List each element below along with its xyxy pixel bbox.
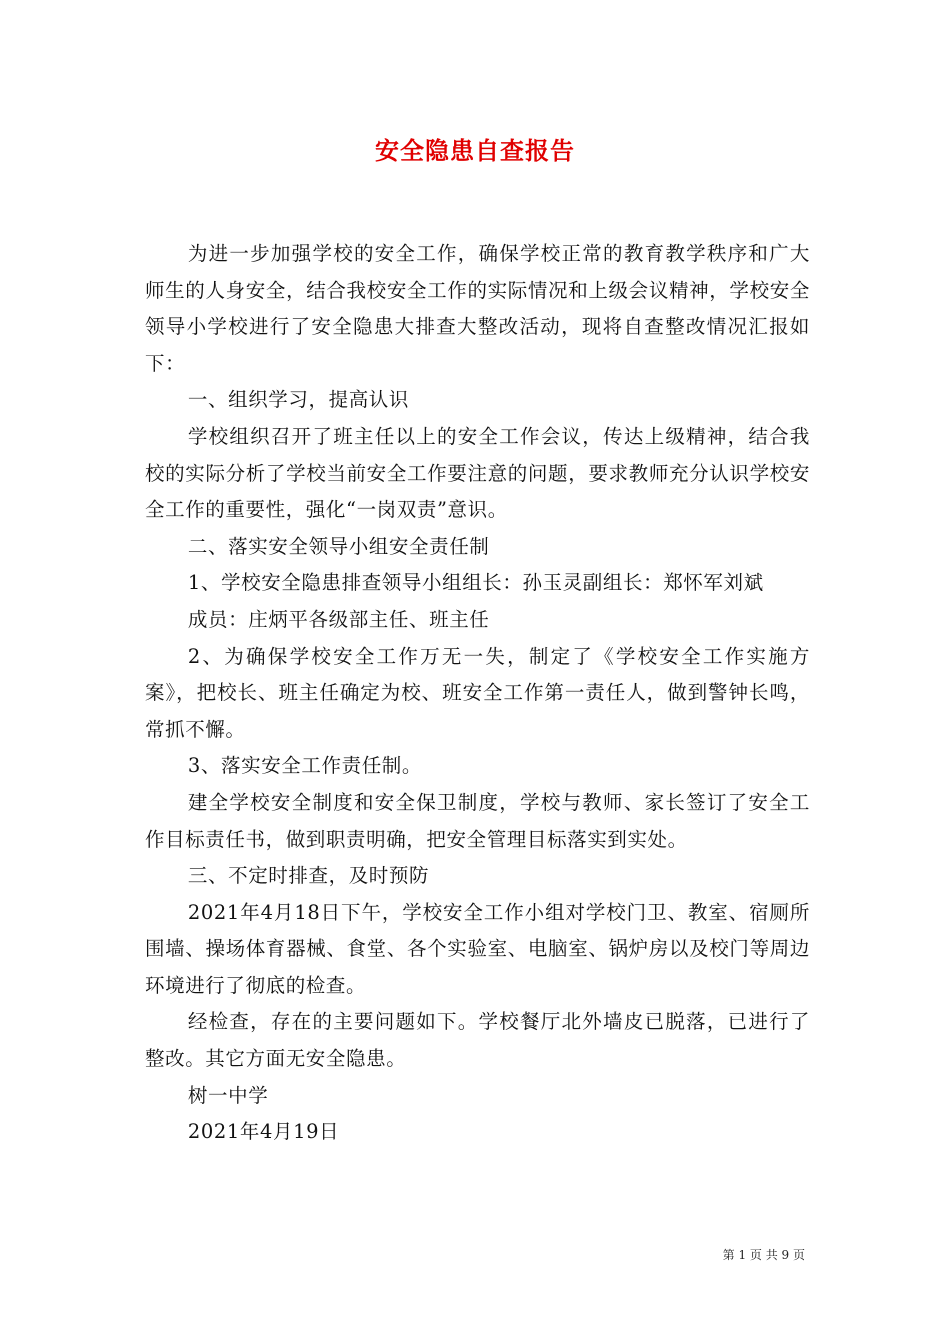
document-body (145, 236, 810, 1151)
section-heading-1: 一、组织学习，提高认识 (187, 388, 409, 412)
paragraph-section-1: 学校组织召开了班主任以上的安全工作会议，传达上级精神，结合我校的实际分析了学校当前安全工作要注意的问题，要求教师充分认识学校安全工作的重要性，强化“一岗双责”意识。 (145, 424, 810, 522)
paragraph-leaders: 1、学校安全隐患排查领导小组组长：孙玉灵副组长：郑怀军刘斌 (187, 571, 764, 595)
page-number: 第 1 页 共 9 页 (722, 1248, 805, 1262)
paragraph-responsibility-heading: 3、落实安全工作责任制。 (187, 754, 422, 778)
paragraph-responsibility: 建全学校安全制度和安全保卫制度，学校与教师、家长签订了安全工作目标责任书，做到职责明确，把安全管理目标落实到实处。 (145, 790, 810, 851)
document-title: 安全隐患自查报告 (375, 136, 575, 165)
section-heading-2: 二、落实安全领导小组安全责任制 (187, 534, 490, 558)
paragraph-plan: 2、为确保学校安全工作万无一失，制定了《学校安全工作实施方案》，把校长、班主任确定为校、班安全工作第一责任人，做到警钟长鸣，常抓不懈。 (145, 644, 810, 741)
signature-date: 2021年4月19日 (187, 1120, 340, 1144)
section-heading-3: 三、不定时排查，及时预防 (187, 864, 430, 888)
paragraph-members: 成员：庄炳平各级部主任、班主任 (187, 607, 490, 631)
paragraph-intro: 为进一步加强学校的安全工作，确保学校正常的教育教学秩序和广大师生的人身安全，结合我校安全工作的实际情况和上级会议精神，学校安全领导小学校进行了安全隐患大排查大整改活动，现将自查整改情况汇报如下： (145, 242, 810, 375)
paragraph-inspection: 2021年4月18日下午，学校安全工作小组对学校门卫、教室、宿厕所围墙、操场体育器械、食堂、各个实验室、电脑室、锅炉房以及校门等周边环境进行了彻底的检查。 (145, 900, 810, 997)
signature-school: 树一中学 (187, 1083, 269, 1107)
paragraph-findings: 经检查，存在的主要问题如下。学校餐厅北外墙皮已脱落，已进行了整改。其它方面无安全隐患。 (145, 1010, 810, 1071)
